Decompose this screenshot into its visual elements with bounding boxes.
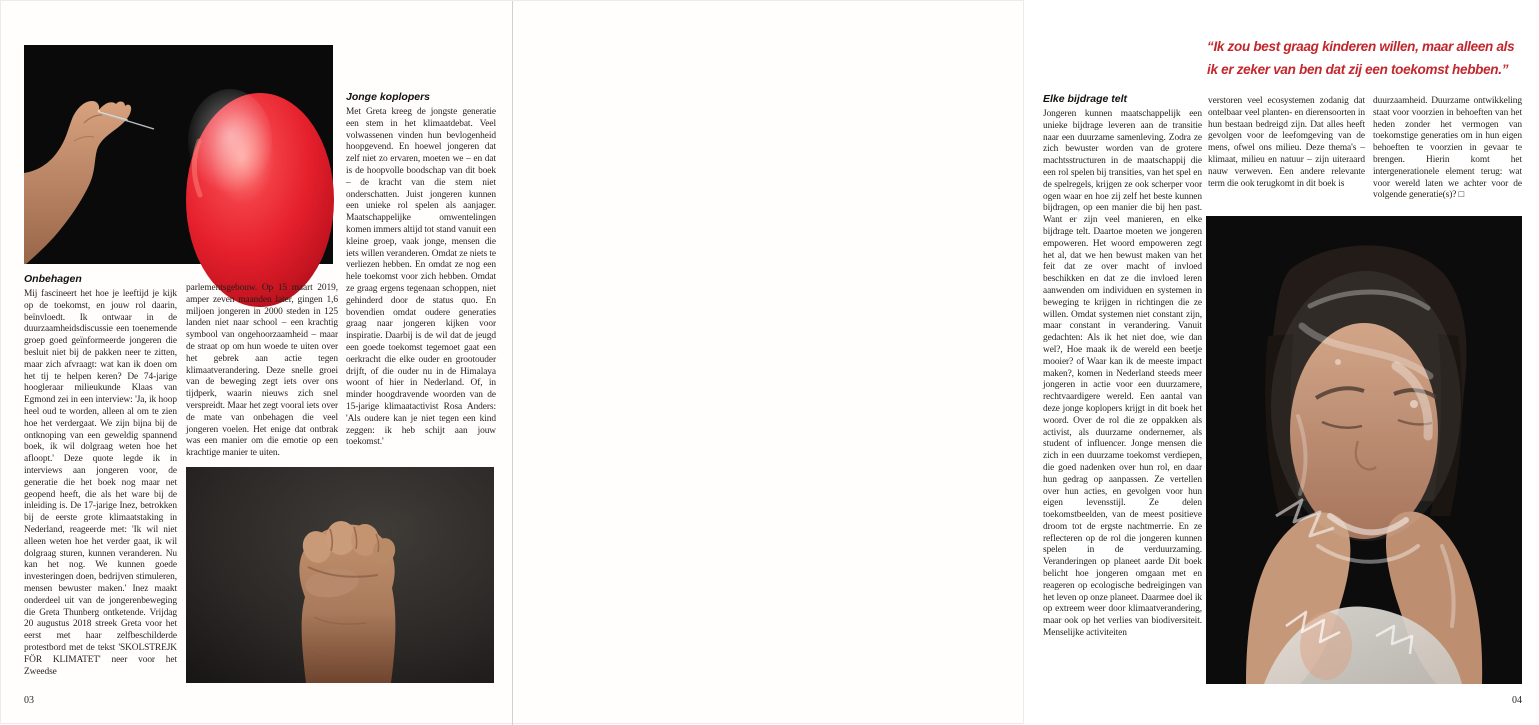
right-page <box>513 1 1522 725</box>
plastic-wrapped-face-photo <box>1206 216 1522 684</box>
section-body: Met Greta kreeg de jongste generatie een stem in het klimaatdebat. Veel volwassenen vinden hun bevlogenheid hoopgevend. En hoewel jongeren dat zelf niet zo ervaren, moeten we – en dat is de hoopvolle boodschap van dit boek – de kracht van die stem niet onderschatten. Juist jongeren kunnen een unieke rol spelen als aanjager. Maatschappelijke omwentelingen komen immers altijd tot stand vanuit een kleine groep, vaak jonge, mensen die iets willen veranderen. Omdat ze niets te verliezen hebben. En omdat ze nog een hele toekomst voor zich hebben. Omdat ze graag ergens tegenaan schoppen, niet gehinderd door de status quo. En bovendien omdat oudere generaties graag naar jongeren kijken voor inspiratie. Daarbij is de wil dat de jeugd een goede toekomst tegemoet gaat een oerkracht die elke ouder en grootouder drijft, of die ouder nu in de Himalaya woont of hier in Nederland. Of, in minder hoogdravende woorden van de 15-jarige klimaatactivist Rosa Anders: 'Als oudere kan je niet tegen een kind zeggen: ik heb schijt aan jouw toekomst.' <box>346 107 496 448</box>
raised-fist-photo <box>186 467 494 683</box>
plastic-wrapped-face-illustration <box>1206 216 1522 684</box>
section-heading: Onbehagen <box>24 273 82 285</box>
pull-quote-line-2: ik er zeker van ben dat zij een toekomst hebben.” <box>1207 62 1509 77</box>
pull-quote <box>1207 35 1539 81</box>
article-column-continuation-3 <box>1373 96 1522 218</box>
section-body: Jongeren kunnen maatschappelijk een unieke bijdrage leveren aan de transitie naar een duurzame samenleving. Zodra ze zich bewuster worden van de grotere machtsstructuren in de maatschappij die een rol spelen bij transities, van het spel en de spelregels, krijgen ze ook scherper voor ogen waar en hoe zij zelf het beste kunnen bijdragen, op een manier die bij hen past. Want er zijn veel manieren, en elke bijdrage telt. Daartoe moeten we jongeren empoweren. Het woord empoweren zegt het al, dat we hen bewust maken van het feit dat ze over macht of invloed beschikken en dat ze die invloed leren aanwenden om individuen en systemen in beweging te krijgen in richtingen die ze willen. Omdat systemen niet constant zijn, maar constant in verandering. Vanuit gedachten: Als ik het niet doe, wie dan wel?, Hoe maak ik de wereld een beetje mooier? of Waar kan ik de meeste impact maken?, komen in Nederland steeds meer jongeren in actie voor een duurzamere, rechtvaardigere wereld. Een aantal van deze jonge koplopers krijgt in dit boek het woord. Over de rol die ze oppakken als activist, als duurzame ondernemer, als student of influencer. Jonge mensen die zich in een duurzame toekomst verdiepen, die goed nadenken over hun rol, en daar hun gedrag op aanpassen. Ze vertellen over hun acties, en gevolgen voor hun eigen levensstijl. Ze delen toekomstbeelden, van de meest positieve droom tot de ergste nachtmerrie. En ze reflecteren op de rol die jongeren kunnen spelen in de verduurzaming. Veranderingen op planeet aarde Dit boek belicht hoe jongeren omgaan met en reageren op ecologische bedreigingen van het leven op onze planeet. Daarmee doel ik op extreem weer door klimaatverandering, maar ook op het verlies van biodiversiteit. Menselijke activiteiten <box>1043 109 1202 639</box>
section-heading: Elke bijdrage telt <box>1043 93 1128 105</box>
article-column-onbehagen <box>24 273 177 679</box>
raised-fist-illustration <box>186 467 494 683</box>
section-heading: Jonge koplopers <box>346 91 431 103</box>
pull-quote-line-1: “Ik zou best graag kinderen willen, maar alleen als <box>1207 39 1515 54</box>
needle-balloon-illustration <box>24 45 333 264</box>
article-column-jonge-koplopers <box>346 91 496 459</box>
section-body: verstoren veel ecosystemen zodanig dat ontelbaar veel planten- en dierensoorten in hun bestaan bedreigd zijn. Dat alles heeft gevolgen voor de leefomgeving van de mens, ofwel ons milieu. Deze thema's – klimaat, milieu en natuur – zijn uiteraard nauw verweven. Een andere relevante term die ook terugkomt in dit boek is <box>1208 96 1365 189</box>
left-page <box>1 1 512 725</box>
section-body: parlementsgebouw. Op 15 maart 2019, amper zeven maanden later, gingen 1,6 miljoen jongeren in 2000 steden in 125 landen niet naar school – een krachtig symbool van ongehoorzaamheid – maar de straat op om hun woede te uiten over het gebrek aan actie tegen klimaatverandering. Deze snelle groei van de beweging zegt iets over ons tijdperk, waarin nieuws zich snel verspreidt. Maar het zegt vooral iets over de mate van onbehagen die veel jongeren voelen. Het enige dat ontbrak was een manier om die emotie op een krachtige manier te uiten. <box>186 283 338 459</box>
section-body: Mij fascineert het hoe je leeftijd je kijk op de toekomst, en jouw rol daarin, beïnvloedt. Ik ontwaar in de duurzaamheidsdiscussie een toenemende groep goed geïnformeerde jongeren die besluit niet bij de pakken neer te zitten, maar zich afvraagt: wat kan ik doen om het tij te helpen keren? De 74-jarige hoogleraar milieukunde Klaas van Egmond zei in een interview: 'Ja, ik hoop heel oud te worden, alleen al om te zien hoe het verdergaat. We zijn bijna bij de ontknoping van een geweldig spannend boek, ik wil dolgraag weten hoe het afloopt.' Deze quote legde ik in interviews aan jongeren voor, de generatie die het boek nog maar net geopend heeft, die als het ware bij de inleiding is. De 17-jarige Inez, betrokken bij de eerste grote klimaatstaking in Nederland, reageerde met: 'Ik wil niet alleen weten hoe het verder gaat, ik wil dolgraag sturen, kunnen veranderen. Nu kan het nog. We kunnen goede investeringen doen, bedrijven stimuleren, mensen bewuster maken.' Inez maakt onderdeel uit van de jongerenbeweging die Greta Thunberg ontketende. Vrijdag 20 augustus 2018 streek Greta voor het eerst met haar zelfbeschilderde protestbord met de tekst 'SKOLSTREJK FÖR KLIMATET' neer voor het Zweedse <box>24 289 177 677</box>
needle-balloon-photo <box>24 45 333 264</box>
section-body: duurzaamheid. Duurzame ontwikkeling staat voor voorzien in behoeften van het heden zonder het vermogen van toekomstige generaties om in hun eigen behoeften te voorzien in gevaar te brengen. Hierin komt het intergenerationele element terug: wat voor wereld laten we achter voor de volgende generatie(s)? □ <box>1373 96 1522 201</box>
page-number-left: 03 <box>24 695 34 706</box>
article-column-elke-bijdrage-telt <box>1043 93 1202 691</box>
article-column-continuation <box>186 283 338 465</box>
page-number-right: 04 <box>1512 695 1522 706</box>
article-column-continuation-2 <box>1208 96 1365 210</box>
